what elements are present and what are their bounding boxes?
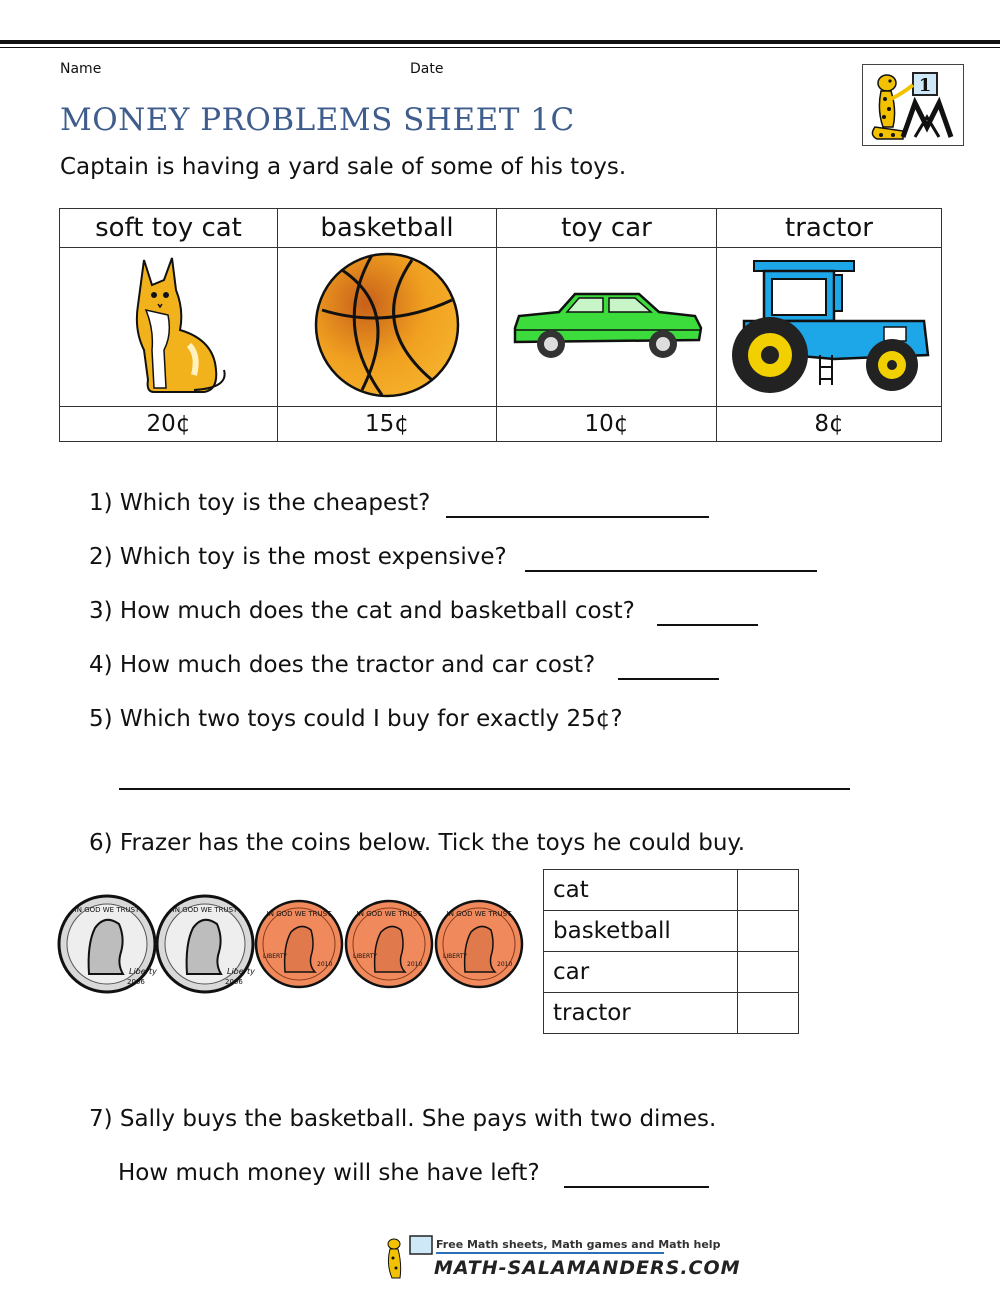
- question-7: 7) Sally buys the basketball. She pays with two dimes.: [89, 1106, 717, 1132]
- footer-salamander-icon: [380, 1234, 440, 1282]
- tick-box-car[interactable]: [738, 952, 799, 993]
- svg-text:2006: 2006: [225, 978, 243, 986]
- cat-cell: [60, 248, 278, 407]
- svg-text:Liberty: Liberty: [129, 967, 157, 976]
- svg-text:IN GOD WE TRUST: IN GOD WE TRUST: [266, 910, 332, 918]
- page-title: MONEY PROBLEMS SHEET 1C: [60, 102, 575, 138]
- svg-text:IN GOD WE TRUST: IN GOD WE TRUST: [172, 906, 238, 914]
- question-3: 3) How much does the cat and basketball cost?: [89, 598, 635, 624]
- svg-text:Liberty: Liberty: [227, 967, 255, 976]
- car-cell: [497, 248, 717, 407]
- price-car: 10¢: [497, 407, 717, 442]
- intro-text: Captain is having a yard sale of some of his toys.: [60, 154, 627, 180]
- svg-text:LIBERTY: LIBERTY: [443, 953, 468, 960]
- toy-name-cat: soft toy cat: [60, 209, 278, 248]
- svg-text:IN GOD WE TRUST: IN GOD WE TRUST: [74, 906, 140, 914]
- answer-line-2[interactable]: [525, 570, 817, 572]
- toy-name-basketball: basketball: [278, 209, 497, 248]
- toy-price-table: [59, 208, 942, 442]
- penny-coin: [436, 901, 522, 987]
- svg-text:IN GOD WE TRUST: IN GOD WE TRUST: [446, 910, 512, 918]
- answer-line-1[interactable]: [446, 516, 709, 518]
- penny-coin: [346, 901, 432, 987]
- car-icon: [507, 280, 707, 370]
- price-tractor: 8¢: [717, 407, 942, 442]
- tick-box-cat[interactable]: [738, 870, 799, 911]
- tick-box-basketball[interactable]: [738, 911, 799, 952]
- footer-site[interactable]: MATH-SALAMANDERS.COM: [434, 1257, 741, 1279]
- svg-text:IN GOD WE TRUST: IN GOD WE TRUST: [356, 910, 422, 918]
- answer-line-4[interactable]: [618, 678, 719, 680]
- question-4: 4) How much does the tractor and car cost?: [89, 652, 596, 678]
- tick-label-basketball: basketball: [544, 911, 738, 952]
- answer-line-5[interactable]: [119, 788, 850, 790]
- svg-text:LIBERTY: LIBERTY: [263, 953, 288, 960]
- cat-icon: [94, 250, 244, 400]
- footer-divider: [436, 1252, 664, 1254]
- svg-text:2010: 2010: [317, 961, 333, 968]
- price-cat: 20¢: [60, 407, 278, 442]
- tick-label-cat: cat: [544, 870, 738, 911]
- basketball-icon: [312, 250, 462, 400]
- svg-text:2010: 2010: [407, 961, 423, 968]
- toy-name-tractor: tractor: [717, 209, 942, 248]
- svg-text:2006: 2006: [127, 978, 145, 986]
- logo-grade: 1: [918, 75, 932, 96]
- name-label: Name: [60, 61, 102, 77]
- question-5: 5) Which two toys could I buy for exactly 25¢?: [89, 706, 623, 732]
- tick-table: [543, 869, 799, 1034]
- question-1: 1) Which toy is the cheapest?: [89, 490, 431, 516]
- tractor-cell: [717, 248, 942, 407]
- svg-text:LIBERTY: LIBERTY: [353, 953, 378, 960]
- top-rule: [0, 40, 1000, 44]
- basketball-cell: [278, 248, 497, 407]
- top-rule-thin: [0, 47, 1000, 48]
- svg-text:2010: 2010: [497, 961, 513, 968]
- tractor-icon: [724, 255, 934, 395]
- answer-line-3[interactable]: [657, 624, 758, 626]
- nickel-coin: [157, 896, 255, 992]
- tick-label-tractor: tractor: [544, 993, 738, 1034]
- penny-coin: [256, 901, 342, 987]
- date-label: Date: [410, 61, 444, 77]
- salamander-logo: [862, 64, 964, 146]
- question-7-part-b: How much money will she have left?: [118, 1160, 540, 1186]
- answer-line-7[interactable]: [564, 1186, 709, 1188]
- footer-tagline: Free Math sheets, Math games and Math help: [436, 1238, 721, 1251]
- toy-name-car: toy car: [497, 209, 717, 248]
- tick-box-tractor[interactable]: [738, 993, 799, 1034]
- tick-label-car: car: [544, 952, 738, 993]
- nickel-coin: [59, 896, 157, 992]
- coins-row: [57, 892, 529, 996]
- question-2: 2) Which toy is the most expensive?: [89, 544, 507, 570]
- question-6: 6) Frazer has the coins below. Tick the toys he could buy.: [89, 830, 746, 856]
- price-basketball: 15¢: [278, 407, 497, 442]
